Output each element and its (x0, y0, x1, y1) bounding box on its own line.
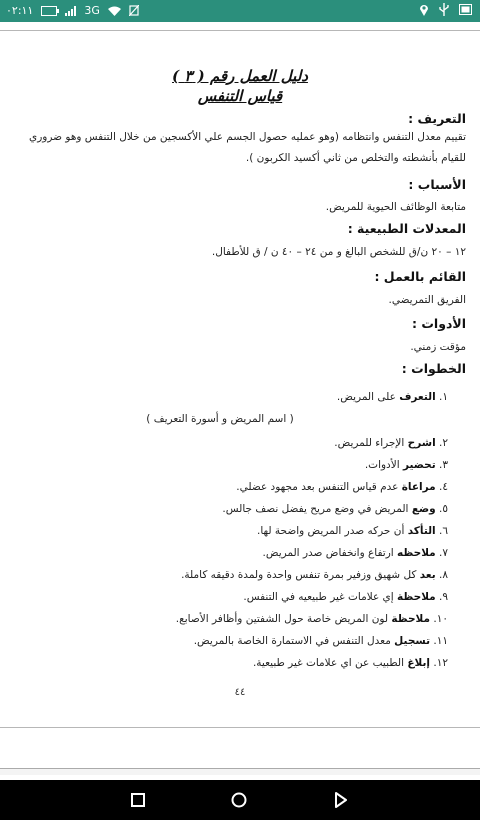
step-item (176, 613, 448, 625)
step-keyword: التأكد (407, 525, 436, 537)
wifi-icon (108, 6, 121, 16)
step-text: معدل التنفس في الاستمارة الخاصة بالمريض. (193, 635, 395, 647)
step-number: ٢. (435, 437, 448, 449)
clock: ٠٢:١١ (6, 4, 34, 17)
step-keyword: مراعاة (401, 481, 436, 493)
step-keyword: بعد (419, 569, 436, 581)
step-keyword: إبلاغ (407, 657, 431, 669)
normal-rates-text: ١٢ – ٢٠ ن/ق للشخص البالغ و من ٢٤ – ٤٠ ن / ق للأطفال. (211, 246, 466, 258)
step-item (365, 459, 448, 471)
steps-heading: الخطوات : (401, 361, 466, 376)
step-keyword: تسجيل (394, 635, 431, 647)
reasons-heading: الأسباب : (408, 177, 466, 192)
step-number: ١١. (430, 635, 448, 647)
document-content (0, 31, 480, 727)
step-text: كل شهيق وزفير بمرة تنفس واحدة ولمدة دقيقه كاملة. (181, 569, 420, 581)
battery-icon (41, 6, 57, 16)
step-text: ارتفاع وانخفاض صدر المريض. (262, 547, 398, 559)
signal-icon (65, 6, 76, 16)
reasons-text: متابعة الوظائف الحيوية للمريض. (325, 201, 466, 213)
step-text: إي علامات غير طبيعيه في التنفس. (243, 591, 398, 603)
tools-heading: الأدوات : (412, 316, 466, 331)
step-item (257, 525, 448, 537)
step-text: عدم قياس التنفس بعد مجهود عضلي. (236, 481, 402, 493)
status-right (419, 3, 472, 16)
step-keyword: اشرح (407, 437, 436, 449)
no-sim-icon (129, 5, 139, 16)
status-bar (0, 0, 480, 22)
step-text: الطبيب عن اي علامات غير طبيعية. (252, 657, 408, 669)
step-item (222, 503, 448, 515)
step-item (243, 591, 448, 603)
recents-square-icon (131, 793, 145, 807)
step-text: لون المريض خاصة حول الشفتين وأظافر الأصابع. (175, 613, 392, 625)
home-circle-icon (231, 792, 247, 808)
definition-heading: التعريف : (408, 111, 466, 126)
step-keyword: ملاحظة (391, 613, 431, 625)
back-triangle-icon (334, 792, 348, 808)
usb-icon (439, 3, 449, 16)
step-keyword: وضع (411, 503, 436, 515)
recents-button[interactable] (128, 790, 148, 810)
step-text: أن حركه صدر المريض واضحة لها. (257, 525, 408, 537)
step-keyword: ملاحظة (397, 591, 436, 603)
step-text: الأدوات. (364, 459, 403, 471)
navigation-bar (0, 780, 480, 820)
step-keyword: ملاحظه (397, 547, 436, 559)
location-icon (419, 3, 429, 16)
document-title: دليل العمل رقم ( ٣ ) (172, 67, 308, 85)
tools-text: مؤقت زمني. (410, 341, 466, 353)
home-button[interactable] (229, 790, 249, 810)
step-item (334, 437, 448, 449)
step-number: ١. (435, 391, 448, 403)
step-number: ٣. (435, 459, 448, 471)
step-text: ( اسم المريض و أسورة التعريف ) (146, 413, 294, 425)
step-text: المريض في وضع مريح يفضل نصف جالس. (222, 503, 412, 515)
step-item (181, 569, 448, 581)
page-number: ٤٤ (234, 687, 246, 698)
step-number: ٩. (435, 591, 448, 603)
step-item (0, 413, 440, 425)
notification-icon (459, 4, 472, 15)
performer-heading: القائم بالعمل : (374, 269, 466, 284)
next-page-edge (0, 768, 480, 775)
normal-rates-heading: المعدلات الطبيعية : (347, 221, 466, 236)
step-number: ١٠. (430, 613, 448, 625)
step-text: الإجراء للمريض. (334, 437, 408, 449)
step-number: ٤. (435, 481, 448, 493)
performer-text: الفريق التمريضي. (388, 294, 466, 306)
step-item (194, 635, 448, 647)
step-number: ٥. (435, 503, 448, 515)
network-type: 3G (84, 4, 100, 17)
definition-text: تقييم معدل التنفس وانتظامه (وهو عمليه حصول الجسم علي الأكسجين من خلال التنفس وهو ضروري للقيام بأنشطته والتخلص من ثاني أكسيد الكربون ). (28, 131, 466, 164)
document-page[interactable] (0, 30, 480, 728)
step-item (337, 391, 448, 403)
step-number: ١٢. (430, 657, 448, 669)
status-left (6, 4, 139, 17)
step-text: على المريض. (336, 391, 400, 403)
step-item (236, 481, 448, 493)
step-keyword: تحضير (402, 459, 436, 471)
back-button[interactable] (331, 790, 351, 810)
document-subtitle: قياس التنفس (197, 87, 283, 105)
step-item (263, 547, 449, 559)
step-item (253, 657, 448, 669)
step-keyword: التعرف (399, 391, 436, 403)
step-number: ٦. (435, 525, 448, 537)
step-number: ٧. (435, 547, 448, 559)
step-number: ٨. (435, 569, 448, 581)
